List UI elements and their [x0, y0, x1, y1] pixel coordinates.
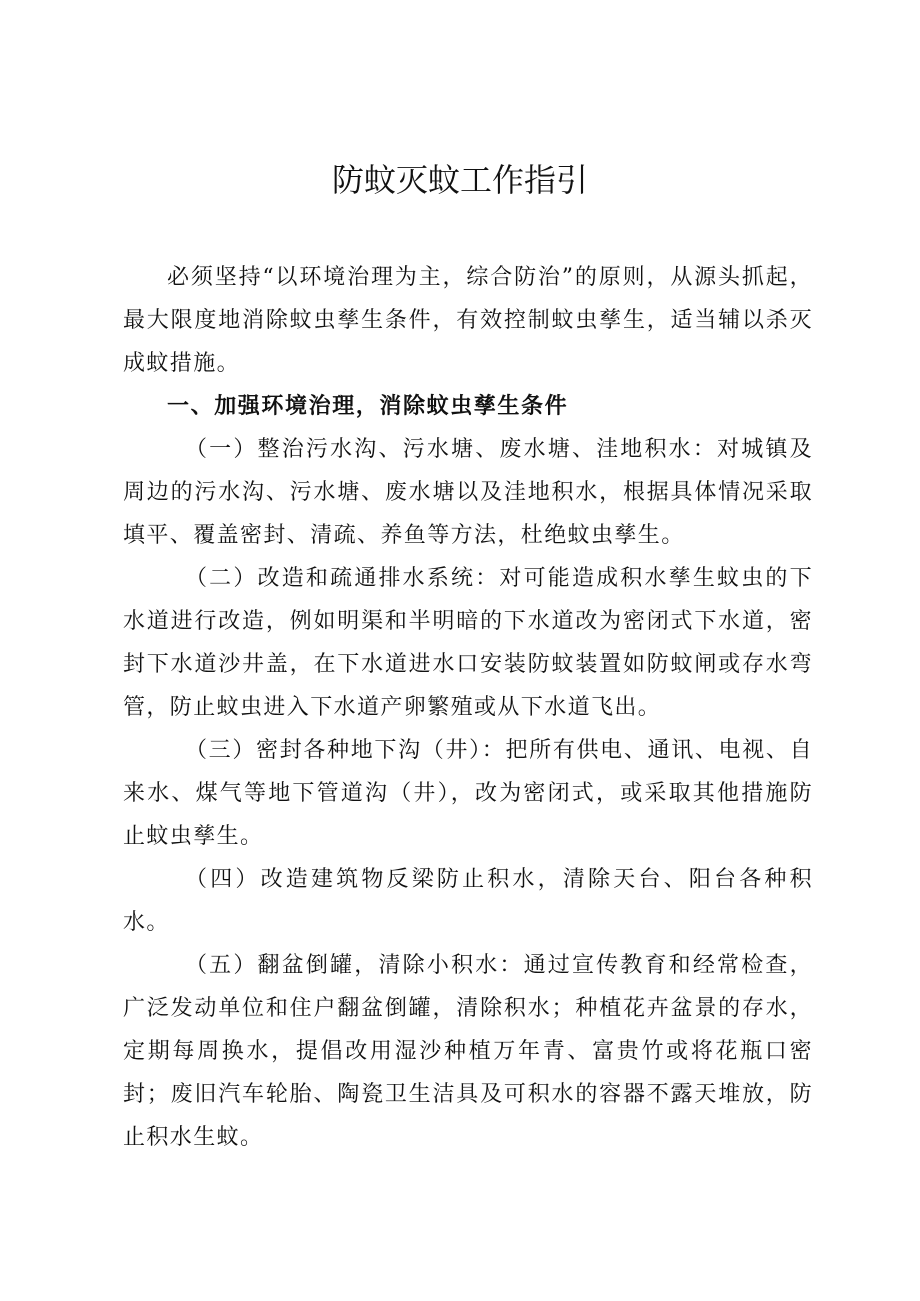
section-item-1: （一）整治污水沟、污水塘、废水塘、洼地积水：对城镇及周边的污水沟、污水塘、废水塘以及洼地积水，根据具体情况采取填平、覆盖密封、清疏、养鱼等方法，杜绝蚊虫孳生。: [123, 437, 813, 548]
intro-paragraph: 必须坚持“以环境治理为主，综合防治”的原则，从源头抓起，最大限度地消除蚊虫孳生条件，有效控制蚊虫孳生，适当辅以杀灭成蚊措施。: [123, 265, 813, 376]
document-body: [123, 256, 813, 1159]
section-heading: 一、加强环境治理，消除蚊虫孳生条件: [167, 394, 569, 419]
section-item-2: （二）改造和疏通排水系统：对可能造成积水孳生蚊虫的下水道进行改造，例如明渠和半明暗的下水道改为密闭式下水道，密封下水道沙井盖，在下水道进水口安装防蚊装置如防蚊闸或存水弯管，防止蚊虫进入下水道产卵繁殖或从下水道飞出。: [123, 566, 813, 720]
document-title: 防蚊灭蚊工作指引: [331, 161, 588, 199]
section-item-5: （五）翻盆倒罐，清除小积水：通过宣传教育和经常检查，广泛发动单位和住户翻盆倒罐，清除积水；种植花卉盆景的存水，定期每周换水，提倡改用湿沙种植万年青、富贵竹或将花瓶口密封；废旧汽车轮胎、陶瓷卫生洁具及可积水的容器不露天堆放，防止积水生蚊。: [123, 953, 813, 1150]
section-item-3: （三）密封各种地下沟（井）：把所有供电、通讯、电视、自来水、煤气等地下管道沟（井），改为密闭式，或采取其他措施防止蚊虫孳生。: [123, 738, 813, 849]
section-item-4: （四）改造建筑物反梁防止积水，清除天台、阳台各种积水。: [123, 867, 813, 935]
